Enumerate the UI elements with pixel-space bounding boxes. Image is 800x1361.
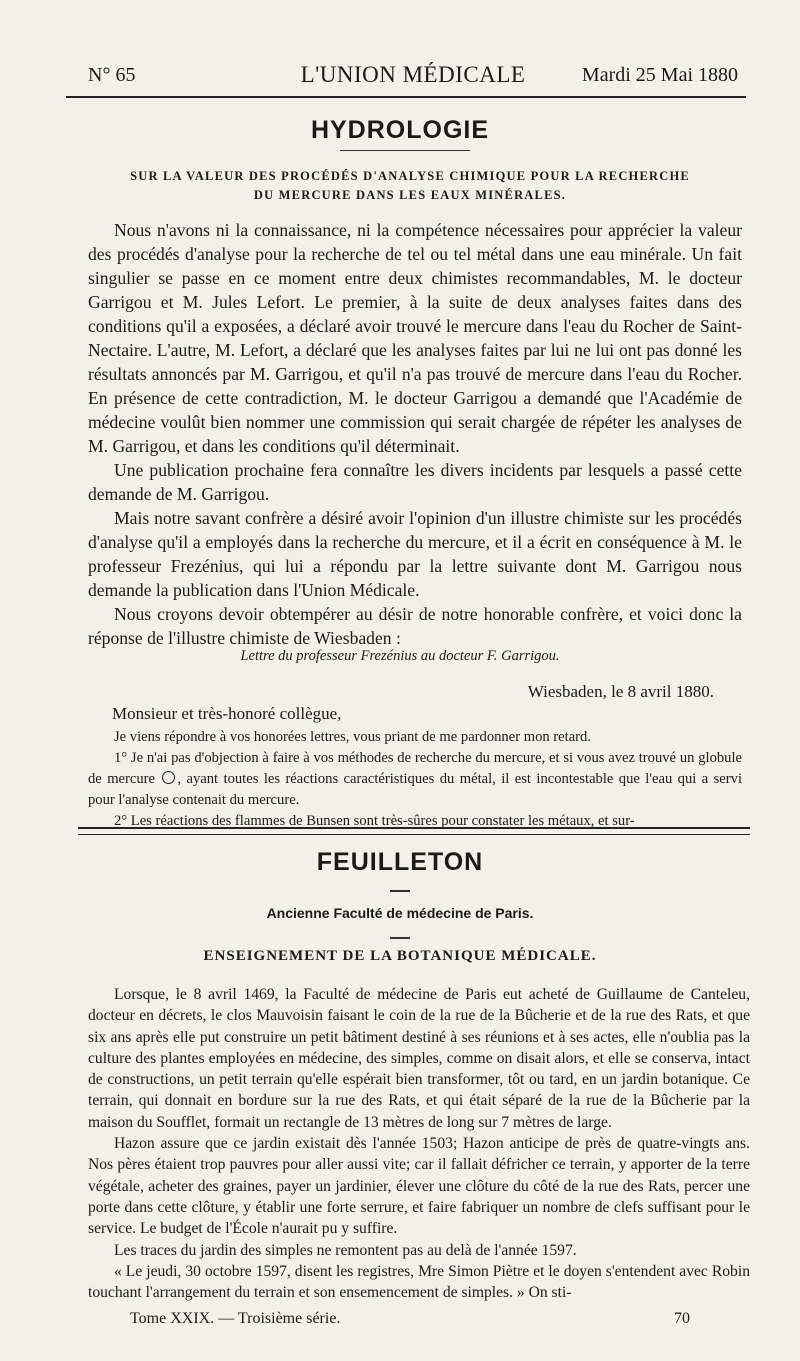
letter-title: Lettre du professeur Frezénius au docteur F. Garrigou.	[240, 648, 560, 664]
issue-date: Mardi 25 Mai 1880	[581, 64, 738, 86]
journal-title: L'UNION MÉDICALE	[300, 62, 526, 87]
section-divider	[78, 827, 750, 835]
feuilleton-paragraph: Lorsque, le 8 avril 1469, la Faculté de médecine de Paris eut acheté de Guillaume de Canteleu, docteur en décrets, le clos Mauvoisin faisant le coin de la rue de la Bûcherie et de la rue des Rats, et que six ans après elle put construire un petit bâtiment destiné à ses réunions et à ses actes, elle n'oublia pas la culture des plantes employées en médecine, des simples, comme on disait alors, et elle se conserva, intact de constructions, un petit terrain qu'elle espérait bien transformer, tôt ou tard, en un jardin botanique. Ce terrain, qui donnait en bordure sur la rue des Rats, et qui était séparé de la rue de la Bûcherie par la maison du Soufflet, formait un rectangle de 13 mètres de long sur 7 mètres de large.	[88, 986, 750, 1131]
section-title: HYDROLOGIE	[310, 116, 490, 144]
feuilleton-paragraph: Hazon assure que ce jardin existait dès l'année 1503; Hazon anticipe de près de quatre-vingts ans. Nos pères étaient trop pauvres pour aller aussi vite; car il fallait défricher ce terrain, y apporter de la terre végétale, acheter des graines, payer un jardinier, élever une clôture du côté de la rue des Rats, percer une porte dans cette clôture, y établir une forte serrure, et faire fabriquer un nombre de clefs suffisant pour le service. Le budget de l'École n'aurait pu y suffire.	[88, 1135, 750, 1238]
article-paragraph: Mais notre savant confrère a désiré avoir l'opinion d'un illustre chimiste sur les procédés d'analyse qu'il a employés dans la recherche du mercure, et il a écrit en conséquence à M. le professeur Frezénius, qui lui a répondu par la lettre suivante dont M. Garrigou nous demande la publication dans l'Union Médicale.	[88, 508, 742, 600]
title-dash	[390, 890, 410, 892]
feuilleton-paragraph: Les traces du jardin des simples ne remontent pas au delà de l'année 1597.	[114, 1241, 577, 1259]
subtitle-line-1: SUR LA VALEUR DES PROCÉDÉS D'ANALYSE CHIMIQUE POUR LA RECHERCHE	[130, 169, 690, 183]
feuilleton-title: FEUILLETON	[316, 848, 484, 876]
letter-paragraph: 2° Les réactions des flammes de Bunsen sont très-sûres pour constater les métaux, et sur-	[114, 813, 635, 829]
issue-number: N° 65	[88, 64, 136, 86]
letter-place-date: Wiesbaden, le 8 avril 1880.	[527, 682, 714, 701]
letter-paragraph: Je viens répondre à vos honorées lettres, vous priant de me pardonner mon retard.	[114, 729, 591, 745]
article-body	[88, 218, 742, 650]
header-rule	[66, 96, 746, 98]
letter-body	[88, 727, 742, 832]
article-paragraph: Nous n'avons ni la connaissance, ni la compétence nécessaires pour apprécier la valeur des procédés d'analyse pour la recherche de tel ou tel métal dans une eau minérale. Un fait singulier se passe en ce moment entre deux chimistes recommandables, M. le docteur Garrigou et M. Jules Lefort. Le premier, à la suite de deux analyses faites dans des conditions qu'il a exposées, a déclaré avoir trouvé le mercure dans l'eau du Rocher de Saint-Nectaire. L'autre, M. Lefort, a déclaré que les analyses faites par lui ne lui ont pas donné les résultats annoncés par M. Garrigou, et qu'il n'a pas trouvé de mercure dans l'eau du Rocher. En présence de cette contradiction, M. le docteur Garrigou a demandé que l'Académie de médecine voulût bien nommer une commission qui serait chargée de répéter les analyses de M. Garrigou, et dans les conditions qu'il déterminait.	[88, 220, 742, 456]
letter-text: 1° Je n'ai pas d'objection à faire à vos méthodes de recherche du mercure, et si vous avez trouvé un globule de mercure	[88, 750, 742, 787]
feuilleton-faculty: Ancienne Faculté de médecine de Paris.	[266, 905, 534, 921]
letter-text: , ayant toutes les réactions caractéristiques du métal, il est incontestable que l'eau qui a servi pour l'analyse contenait du mercure.	[88, 771, 742, 808]
tome-series: Tome XXIX. — Troisième série.	[130, 1310, 341, 1327]
running-header	[88, 60, 738, 90]
subtitle-dash	[390, 937, 410, 939]
article-paragraph: Une publication prochaine fera connaître les divers incidents par lesquels a passé cette demande de M. Garrigou.	[88, 460, 742, 504]
article-subtitle	[100, 167, 720, 205]
feuilleton-subtitle: ENSEIGNEMENT DE LA BOTANIQUE MÉDICALE.	[203, 948, 597, 964]
feuilleton-body	[88, 984, 750, 1303]
mercury-globule-icon	[162, 771, 175, 784]
feuilleton-paragraph: « Le jeudi, 30 octobre 1597, disent les registres, Mre Simon Piètre et le doyen s'entendent avec Robin touchant l'arrangement du terrain et son ensemencement de simples. » On sti-	[88, 1262, 750, 1302]
letter-paragraph	[88, 748, 742, 811]
page-footer	[130, 1310, 690, 1334]
title-rule	[340, 150, 470, 151]
subtitle-line-2: DU MERCURE DANS LES EAUX MINÉRALES.	[253, 188, 567, 202]
page-number: 70	[674, 1310, 690, 1327]
letter-salutation: Monsieur et très-honoré collègue,	[112, 704, 342, 723]
article-paragraph: Nous croyons devoir obtempérer au désir de notre honorable confrère, et voici donc la réponse de l'illustre chimiste de Wiesbaden :	[88, 604, 742, 648]
